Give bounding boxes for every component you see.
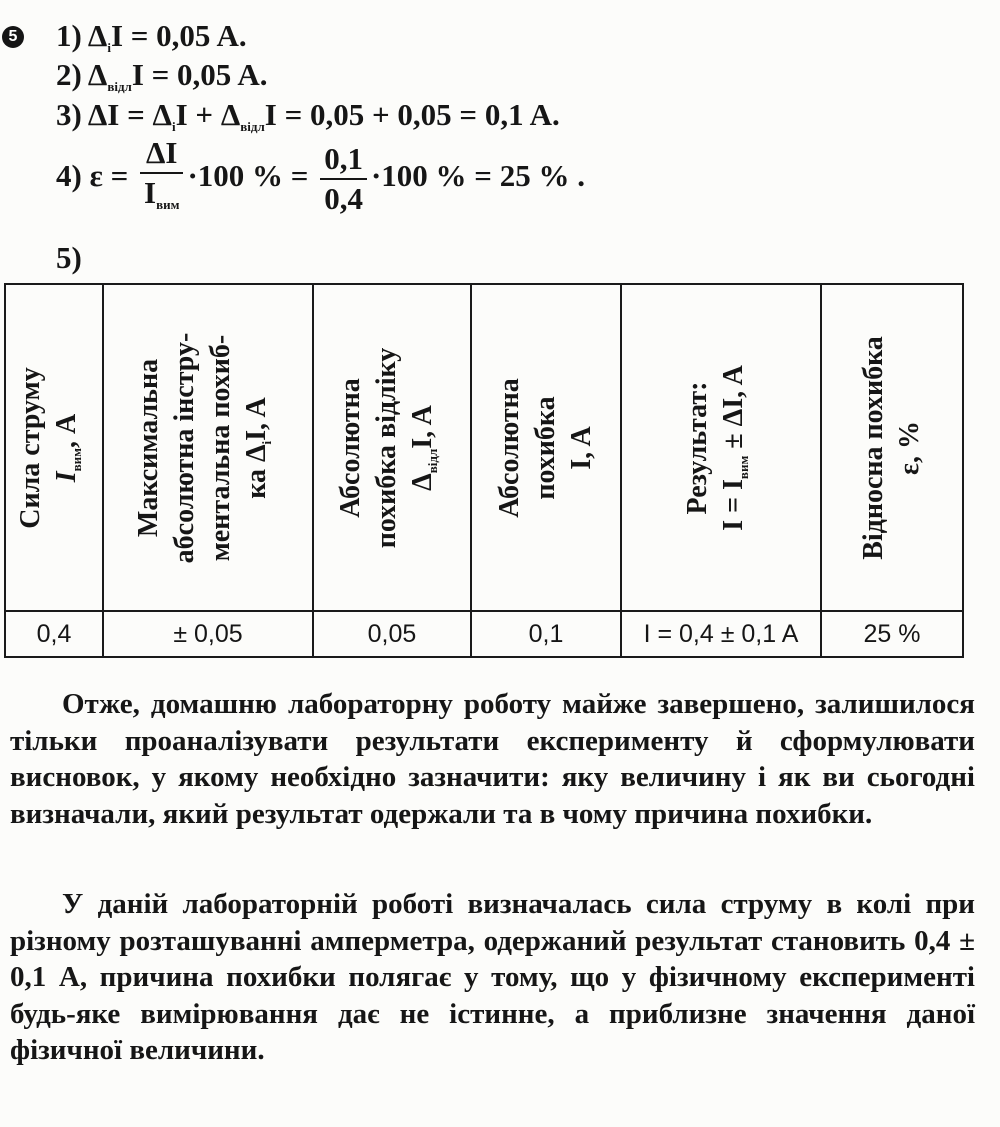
cell-reading-error: 0,05 [313,611,471,657]
header-relative-error: Відносна похибка ε, % [821,284,963,611]
task-number-badge: 5 [2,26,24,48]
paragraph-conclusion: У даній лабораторній роботі визначалась сила струму в колі при різному розташуванні амперметра, одержаний результат становить 0,4 ± 0,1 А, причина похибки полягає у тому, що у фізичному експерименті будь-яке вимірювання дає не істинне, а приблизне значення даної фізичної величини. [10,888,975,1066]
table-header-row [5,284,963,611]
cell-current: 0,4 [5,611,103,657]
paragraph-conclusion-intro: Отже, домашню лабораторну роботу майже завершено, залишилося тільки проаналізувати результати експерименту й сформулювати висновок, у якому необхідно зазначити: яку величину і як ви сьогодні визначали, який результат одержали та в чому причина похибки. [10,688,975,830]
table-row [5,611,963,657]
step-3: 3) $\Delta I = \Delta_іI + \Delta_{відл}I = 0,05 + 0,05 = 0,1$ A. [56,97,560,134]
fraction-1: $\frac{\Delta I}{I_{вим}}$ [140,136,183,222]
cell-max-instrumental-error: ± 0,05 [103,611,313,657]
step-4-formula: 4) ε = $\frac{\Delta I}{I_{вим}}$ ·100 % = $\frac{0,1}{0,4}$ ·100 % = 25 % . [56,136,585,222]
header-absolute-error: Абсолютна похибка I, A [471,284,621,611]
header-max-instrumental-error: Максимальна абсолютна інстру- ментальна похиб- ка $\Delta_іI$, A [103,284,313,611]
cell-relative-error: 25 % [821,611,963,657]
cell-result: I = 0,4 ± 0,1 A [621,611,821,657]
cell-absolute-error: 0,1 [471,611,621,657]
fraction-2: $\frac{0,1}{0,4}$ [320,142,367,216]
header-reading-error: Абсолютна похибка відліку $\Delta_{відл}I$, A [313,284,471,611]
header-current: Сила струму $I_{вим}$, A [5,284,103,611]
step-2: 2) $\Delta_{відл}I = 0,05$ A. [56,57,268,94]
header-result: Результат: $I = I_{вим} \pm \Delta I$, A [621,284,821,611]
step-5: 5) [56,240,82,275]
step-1: 1) $\Delta_іI = 0,05$ A. [56,18,247,55]
results-table [4,283,964,658]
